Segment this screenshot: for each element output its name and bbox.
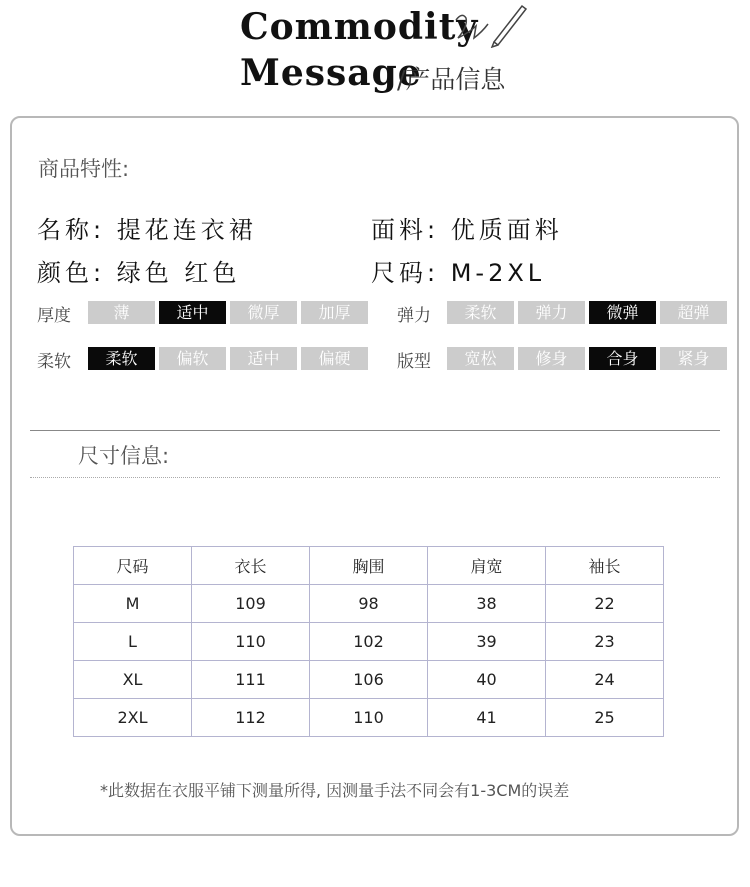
title-message: Message bbox=[240, 52, 422, 94]
table-row bbox=[74, 585, 664, 623]
measurement-footnote: *此数据在衣服平铺下测量所得, 因测量手法不同会有1-3CM的误差 bbox=[100, 781, 570, 800]
option-softness-slightly-soft: 偏软 bbox=[159, 347, 226, 370]
table-cell: 109 bbox=[192, 585, 310, 623]
table-row bbox=[74, 623, 664, 661]
table-cell: 40 bbox=[428, 661, 546, 699]
option-fit-loose: 宽松 bbox=[447, 347, 514, 370]
dotted-divider bbox=[30, 477, 720, 478]
table-cell: XL bbox=[74, 661, 192, 699]
option-softness-soft: 柔软 bbox=[88, 347, 155, 370]
table-cell: M bbox=[74, 585, 192, 623]
table-header-row bbox=[74, 547, 664, 585]
features-heading: 商品特性: bbox=[38, 157, 130, 181]
table-cell: 98 bbox=[310, 585, 428, 623]
section-divider bbox=[30, 430, 720, 431]
table-cell: 22 bbox=[546, 585, 664, 623]
table-cell: 2XL bbox=[74, 699, 192, 737]
title-commodity: Commodity bbox=[240, 6, 479, 48]
table-row bbox=[74, 661, 664, 699]
table-cell: 41 bbox=[428, 699, 546, 737]
option-elasticity-soft: 柔软 bbox=[447, 301, 514, 324]
spec-fabric: 面料: 优质面料 bbox=[371, 216, 563, 244]
header-cell: 肩宽 bbox=[428, 547, 546, 585]
table-cell: 25 bbox=[546, 699, 664, 737]
size-info-heading: 尺寸信息: bbox=[78, 444, 170, 468]
table-row bbox=[74, 699, 664, 737]
attr-label-softness: 柔软 bbox=[37, 352, 71, 372]
option-softness-slightly-hard: 偏硬 bbox=[301, 347, 368, 370]
table-cell: 111 bbox=[192, 661, 310, 699]
option-thickness-medium: 适中 bbox=[159, 301, 226, 324]
option-thickness-thin: 薄 bbox=[88, 301, 155, 324]
table-cell: 102 bbox=[310, 623, 428, 661]
table-cell: 106 bbox=[310, 661, 428, 699]
table-cell: 110 bbox=[310, 699, 428, 737]
option-fit-regular: 合身 bbox=[589, 347, 656, 370]
table-cell: 38 bbox=[428, 585, 546, 623]
table-cell: L bbox=[74, 623, 192, 661]
table-cell: 112 bbox=[192, 699, 310, 737]
table-cell: 24 bbox=[546, 661, 664, 699]
title-chinese: /产品信息 bbox=[397, 65, 506, 94]
header-cell: 尺码 bbox=[74, 547, 192, 585]
option-fit-slim: 修身 bbox=[518, 347, 585, 370]
pen-scribble-icon bbox=[450, 2, 530, 48]
spec-name: 名称: 提花连衣裙 bbox=[37, 216, 257, 244]
option-elasticity-super: 超弹 bbox=[660, 301, 727, 324]
option-fit-tight: 紧身 bbox=[660, 347, 727, 370]
table-cell: 23 bbox=[546, 623, 664, 661]
option-thickness-thick: 加厚 bbox=[301, 301, 368, 324]
option-elasticity-elastic: 弹力 bbox=[518, 301, 585, 324]
table-cell: 39 bbox=[428, 623, 546, 661]
attr-label-elasticity: 弹力 bbox=[397, 306, 431, 326]
option-thickness-slightly-thick: 微厚 bbox=[230, 301, 297, 324]
header-cell: 胸围 bbox=[310, 547, 428, 585]
header-cell: 衣长 bbox=[192, 547, 310, 585]
spec-color: 颜色: 绿色 红色 bbox=[37, 259, 241, 287]
attr-label-thickness: 厚度 bbox=[37, 306, 71, 326]
size-table bbox=[73, 546, 664, 737]
spec-size-range: 尺码: M-2XL bbox=[371, 259, 546, 287]
table-cell: 110 bbox=[192, 623, 310, 661]
option-elasticity-slight: 微弹 bbox=[589, 301, 656, 324]
header-cell: 袖长 bbox=[546, 547, 664, 585]
attr-label-fit: 版型 bbox=[397, 352, 431, 372]
option-softness-medium: 适中 bbox=[230, 347, 297, 370]
